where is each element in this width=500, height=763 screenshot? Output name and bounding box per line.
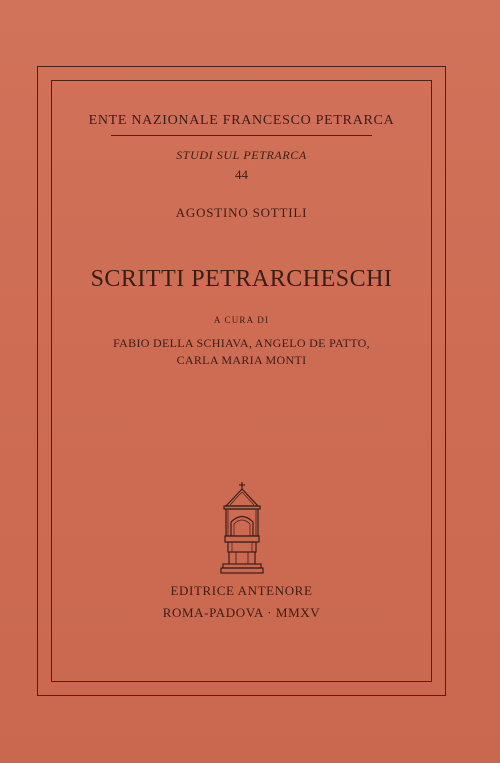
editors-intro: A CURA DI (213, 315, 270, 325)
author-name: AGOSTINO SOTTILI (175, 205, 308, 220)
editors-line-1: FABIO DELLA SCHIAVA, ANGELO DE PATTO, (113, 336, 370, 350)
publisher-imprint: EDITRICE ANTENORE (170, 583, 313, 598)
volume-number: 44 (235, 167, 248, 182)
publisher-name: ENTE NAZIONALE FRANCESCO PETRARCA (88, 113, 395, 128)
place-and-year: ROMA-PADOVA · MMXV (162, 605, 321, 620)
cover-content (51, 80, 432, 682)
book-title: SCRITTI PETRARCHESCHI (90, 266, 393, 292)
petrarch-tomb-icon (220, 482, 264, 574)
header-rule (111, 135, 372, 136)
series-title: STUDI SUL PETRARCA (176, 148, 307, 162)
editors-line-2: CARLA MARIA MONTI (176, 353, 307, 367)
